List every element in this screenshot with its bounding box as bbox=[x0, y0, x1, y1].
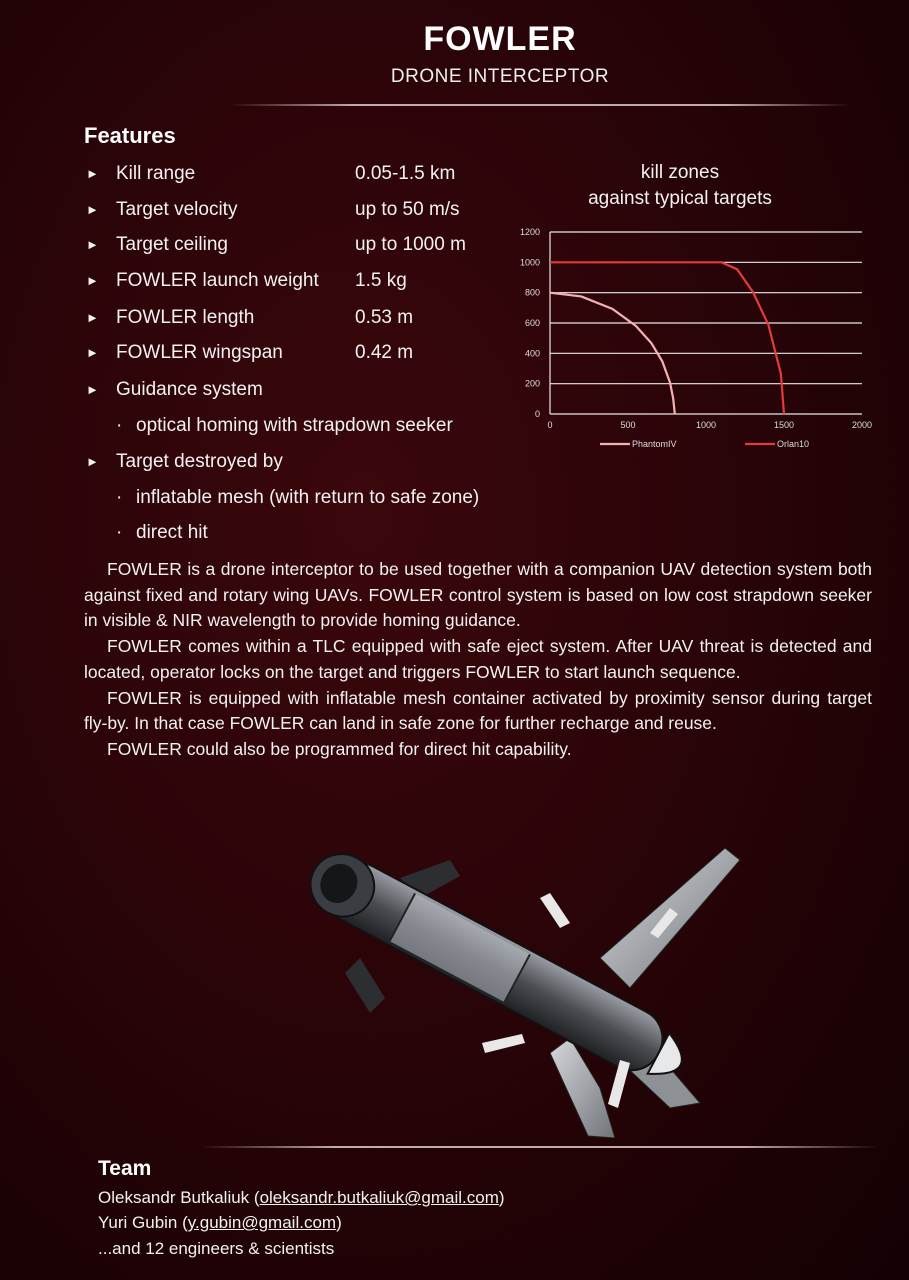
triangle-bullet-icon: ► bbox=[86, 273, 99, 288]
description-paragraph: FOWLER comes within a TLC equipped with safe eject system. After UAV threat is detected and located, operator locks on the target and triggers FOWLER to start launch sequence. bbox=[84, 636, 872, 682]
team-heading: Team bbox=[98, 1157, 152, 1180]
chart-title-line1: kill zones bbox=[640, 162, 720, 183]
destroyed-subitem-direct-hit bbox=[116, 518, 208, 548]
page-subtitle: DRONE INTERCEPTOR bbox=[390, 66, 610, 87]
chart-title bbox=[530, 160, 830, 212]
drone-render-image bbox=[270, 838, 750, 1138]
y-tick-label: 1200 bbox=[519, 227, 540, 237]
dot-bullet-icon: · bbox=[116, 415, 123, 436]
guidance-subitem bbox=[116, 411, 453, 441]
feature-length bbox=[86, 303, 414, 333]
features-heading: Features bbox=[84, 123, 176, 148]
feature-kill-range bbox=[86, 159, 456, 189]
triangle-bullet-icon: ► bbox=[86, 382, 99, 397]
team-member: Oleksandr Butkaliuk (oleksandr.butkaliuk@gmail.com) bbox=[98, 1188, 505, 1207]
x-tick-label: 2000 bbox=[851, 420, 873, 430]
team-footer: ...and 12 engineers & scientists bbox=[98, 1239, 335, 1258]
triangle-bullet-icon: ► bbox=[86, 202, 99, 217]
feature-target-velocity bbox=[86, 195, 460, 225]
feature-value: up to 50 m/s bbox=[355, 199, 460, 220]
member-name: Oleksandr Butkaliuk bbox=[98, 1188, 250, 1207]
dot-bullet-icon: · bbox=[116, 522, 123, 543]
description-paragraph: FOWLER is a drone interceptor to be used together with a companion UAV detection system both against fixed and rotary wing UAVs. FOWLER control system is based on low cost strapdown seeker in visible & NIR wavelength to provide homing guidance. bbox=[84, 559, 872, 631]
triangle-bullet-icon: ► bbox=[86, 166, 99, 181]
feature-value: 0.53 m bbox=[355, 307, 414, 328]
feature-guidance-system bbox=[86, 375, 263, 405]
series-line-orlan10 bbox=[550, 262, 784, 414]
feature-target-ceiling bbox=[86, 230, 466, 260]
feature-value: 0.42 m bbox=[355, 342, 414, 363]
member-email-link[interactable]: oleksandr.butkaliuk@gmail.com bbox=[259, 1188, 499, 1207]
y-tick-label: 200 bbox=[524, 378, 540, 389]
footer-divider bbox=[200, 1146, 880, 1148]
feature-label: Target velocity bbox=[116, 199, 238, 220]
triangle-bullet-icon: ► bbox=[86, 237, 99, 252]
x-tick-label: 500 bbox=[620, 420, 636, 430]
page-title: FOWLER bbox=[423, 20, 577, 58]
description-paragraph: FOWLER is equipped with inflatable mesh container activated by proximity sensor during target fly-by. In that case FOWLER can land in safe zone for further recharge and reuse. bbox=[84, 687, 872, 734]
triangle-bullet-icon: ► bbox=[86, 345, 99, 360]
description bbox=[84, 557, 872, 763]
subitem-label: optical homing with strapdown seeker bbox=[136, 415, 453, 436]
feature-target-destroyed bbox=[86, 447, 283, 477]
dot-bullet-icon: · bbox=[116, 487, 123, 508]
feature-label: Kill range bbox=[116, 163, 196, 184]
header-divider bbox=[230, 104, 850, 106]
legend-label: Orlan10 bbox=[777, 439, 810, 449]
member-name: Yuri Gubin bbox=[98, 1213, 178, 1232]
x-tick-label: 0 bbox=[547, 420, 553, 430]
x-tick-label: 1000 bbox=[695, 420, 717, 430]
subitem-label: direct hit bbox=[136, 522, 208, 543]
triangle-bullet-icon: ► bbox=[86, 310, 99, 325]
feature-wingspan bbox=[86, 338, 414, 368]
y-tick-label: 400 bbox=[524, 348, 540, 359]
y-tick-label: 800 bbox=[524, 287, 540, 298]
destroyed-subitem-mesh bbox=[116, 483, 479, 513]
description-paragraph: FOWLER could also be programmed for direct hit capability. bbox=[107, 738, 572, 759]
feature-label: FOWLER wingspan bbox=[116, 342, 283, 363]
y-tick-label: 1000 bbox=[519, 257, 540, 268]
feature-value: up to 1000 m bbox=[355, 234, 466, 255]
feature-label: FOWLER length bbox=[116, 307, 255, 328]
feature-label: Target ceiling bbox=[116, 234, 228, 255]
member-email-link[interactable]: y.gubin@gmail.com bbox=[187, 1213, 337, 1232]
triangle-bullet-icon: ► bbox=[86, 454, 99, 469]
team-member: Yuri Gubin (y.gubin@gmail.com) bbox=[98, 1213, 342, 1232]
y-tick-label: 0 bbox=[534, 409, 540, 419]
feature-label: FOWLER launch weight bbox=[116, 270, 319, 291]
feature-label: Target destroyed by bbox=[116, 451, 283, 472]
x-tick-label: 1500 bbox=[773, 420, 795, 430]
feature-value: 0.05-1.5 km bbox=[355, 163, 456, 184]
legend-label: PhantomIV bbox=[632, 439, 677, 449]
feature-label: Guidance system bbox=[116, 379, 263, 400]
chart-title-line2: against typical targets bbox=[588, 188, 772, 209]
feature-value: 1.5 kg bbox=[355, 270, 407, 291]
subitem-label: inflatable mesh (with return to safe zone) bbox=[136, 487, 480, 508]
kill-zones-chart bbox=[500, 220, 880, 470]
feature-launch-weight bbox=[86, 266, 407, 296]
y-tick-label: 600 bbox=[524, 318, 540, 328]
